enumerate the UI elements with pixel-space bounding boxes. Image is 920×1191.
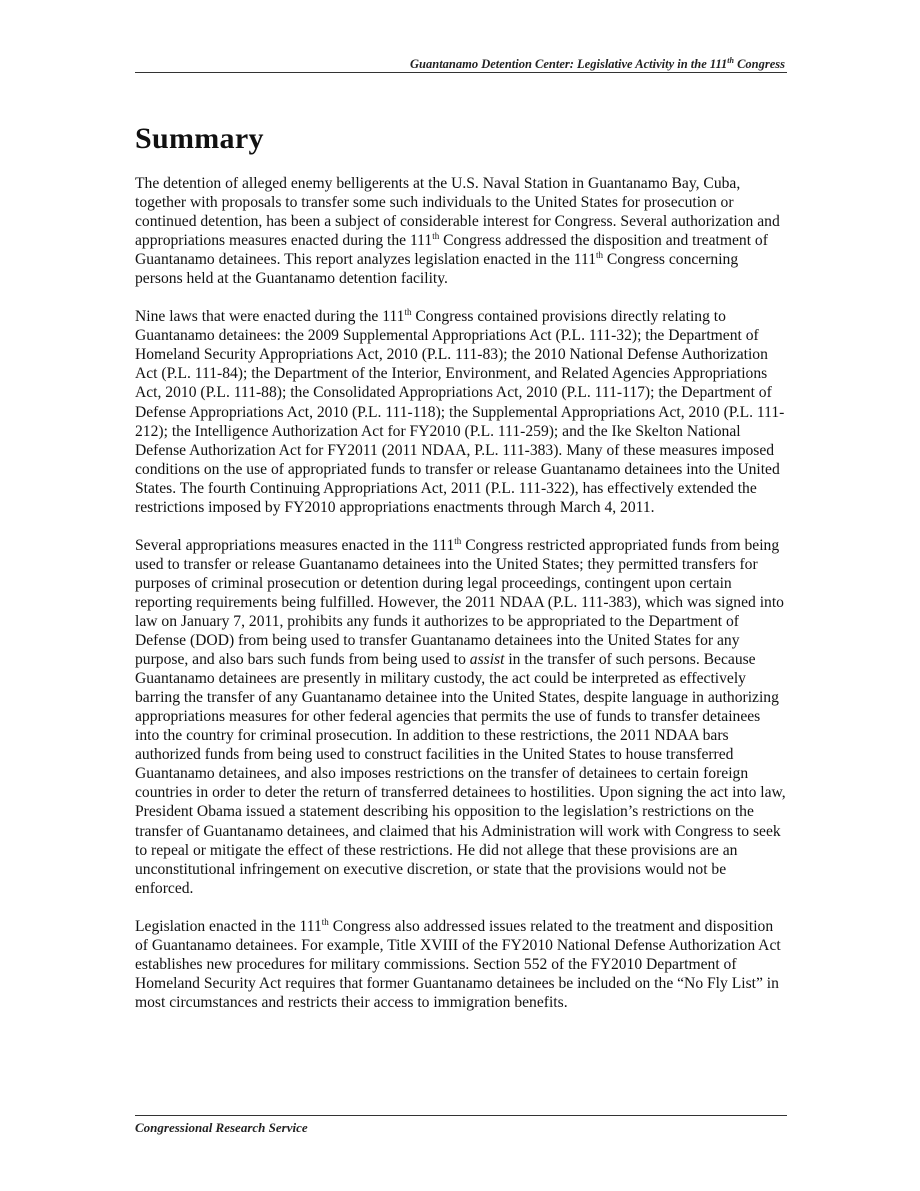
- page-title: Summary: [135, 122, 264, 155]
- header-title-superscript: th: [727, 56, 734, 65]
- header-title-text: Guantanamo Detention Center: Legislative Activity in the 111: [410, 57, 728, 72]
- paragraph-1-text-c: Congress concerning persons held at the Guantanamo detention facility.: [135, 251, 739, 288]
- paragraph-3-text-a: Several appropriations measures enacted in the 111: [135, 536, 455, 554]
- paragraph-2: [135, 307, 787, 517]
- paragraph-1-superscript-a: th: [432, 230, 440, 241]
- paragraph-1-superscript-b: th: [596, 250, 604, 260]
- paragraph-4-text-a: Legislation enacted in the 111: [135, 917, 322, 935]
- paragraph-1-text-b: Congress addressed the disposition and treatment of Guantanamo detainees. This report analyzes legislation enacted in the 111: [135, 232, 768, 269]
- running-header-title: [410, 56, 785, 72]
- paragraph-3-text-c: in the transfer of such persons. Because Guantanamo detainees are presently in military custody, the act could be interpreted as effectively barring the transfer of any Guantanamo detainee into the United States, despite language in authorizing appropriations measures for other federal agencies that permits the use of funds to transfer detainees into the country for criminal prosecution. In addition to these restrictions, the 2011 NDAA bars authorized funds from being used to construct facilities in the United States to house transferred Guantanamo detainees, and also imposes restrictions on the transfer of detainees to certain foreign countries in order to deter the return of transferred detainees to hostilities. Upon signing the act into law, President Obama issued a statement describing his opposition to the legislation’s restrictions on the transfer of Guantanamo detainees, and claimed that his Administration will work with Congress to seek to repeal or mitigate the effect of these restrictions. He did not allege that these provisions are an unconstitutional infringement on executive discretion, or state that the provisions would not be enforced.: [135, 651, 786, 897]
- paragraph-2-text-a: Nine laws that were enacted during the 111: [135, 308, 405, 326]
- paragraph-3-superscript: th: [454, 535, 462, 546]
- paragraph-4-text-b: Congress also addressed issues related to the treatment and disposition of Guantanamo detainees. For example, Title XVIII of the FY2010 National Defense Authorization Act establishes new procedures for military commissions. Section 552 of the FY2010 Department of Homeland Security Act requires that former Guantanamo detainees be included on the “No Fly List” in most circumstances and restricts their access to immigration benefits.: [135, 917, 781, 1011]
- summary-body: [135, 174, 787, 1031]
- paragraph-2-text-b: Congress contained provisions directly relating to Guantanamo detainees: the 2009 Supplemental Appropriations Act (P.L. 111-32); the Department of Homeland Security Appropriations Act, 2010 (P.L. 111-83); the 2010 National Defense Authorization Act (P.L. 111-84); the Department of the Interior, Environment, and Related Agencies Appropriations Act, 2010 (P.L. 111-88); the Consolidated Appropriations Act, 2010 (P.L. 111-117); the Department of Defense Appropriations Act, 2010 (P.L. 111-118); the Supplemental Appropriations Act, 2010 (P.L. 111-212); the Intelligence Authorization Act for FY2010 (P.L. 111-259); and the Ike Skelton National Defense Authorization Act for FY2011 (2011 NDAA, P.L. 111-383). Many of these measures imposed conditions on the use of appropriated funds to transfer or release Guantanamo detainees into the United States. The fourth Continuing Appropriations Act, 2011 (P.L. 111-322), has effectively extended the restrictions imposed by FY2010 appropriations enactments through March 4, 2011.: [135, 308, 785, 516]
- paragraph-4-superscript: th: [321, 916, 329, 927]
- header-title-suffix: Congress: [733, 57, 785, 72]
- paragraph-4: [135, 917, 787, 1012]
- paragraph-1: [135, 174, 787, 288]
- paragraph-3-emphasis: assist: [469, 651, 505, 669]
- running-footer: [135, 1115, 787, 1136]
- footer-text: Congressional Research Service: [135, 1120, 308, 1135]
- paragraph-1-text-a: The detention of alleged enemy belligerents at the U.S. Naval Station in Guantanamo Bay, Cuba, together with proposals to transfer some such individuals to the United States for prosecution or continued detention, has been a subject of considerable interest for Congress. Several authorization and appropriations measures enacted during the 111: [135, 175, 780, 250]
- running-header: [135, 54, 787, 73]
- paragraph-2-superscript: th: [404, 307, 412, 318]
- paragraph-3-text-b: Congress restricted appropriated funds from being used to transfer or release Guantanamo detainees into the United States; they permitted transfers for purposes of criminal prosecution or detention during legal proceedings, contingent upon certain reporting requirements being fulfilled. However, the 2011 NDAA (P.L. 111-383), which was signed into law on January 7, 2011, prohibits any funds it authorizes to be appropriated to the Department of Defense (DOD) from being used to transfer Guantanamo detainees into the United States for any purpose, and also bars such funds from being used to: [135, 536, 784, 669]
- paragraph-3: [135, 536, 787, 898]
